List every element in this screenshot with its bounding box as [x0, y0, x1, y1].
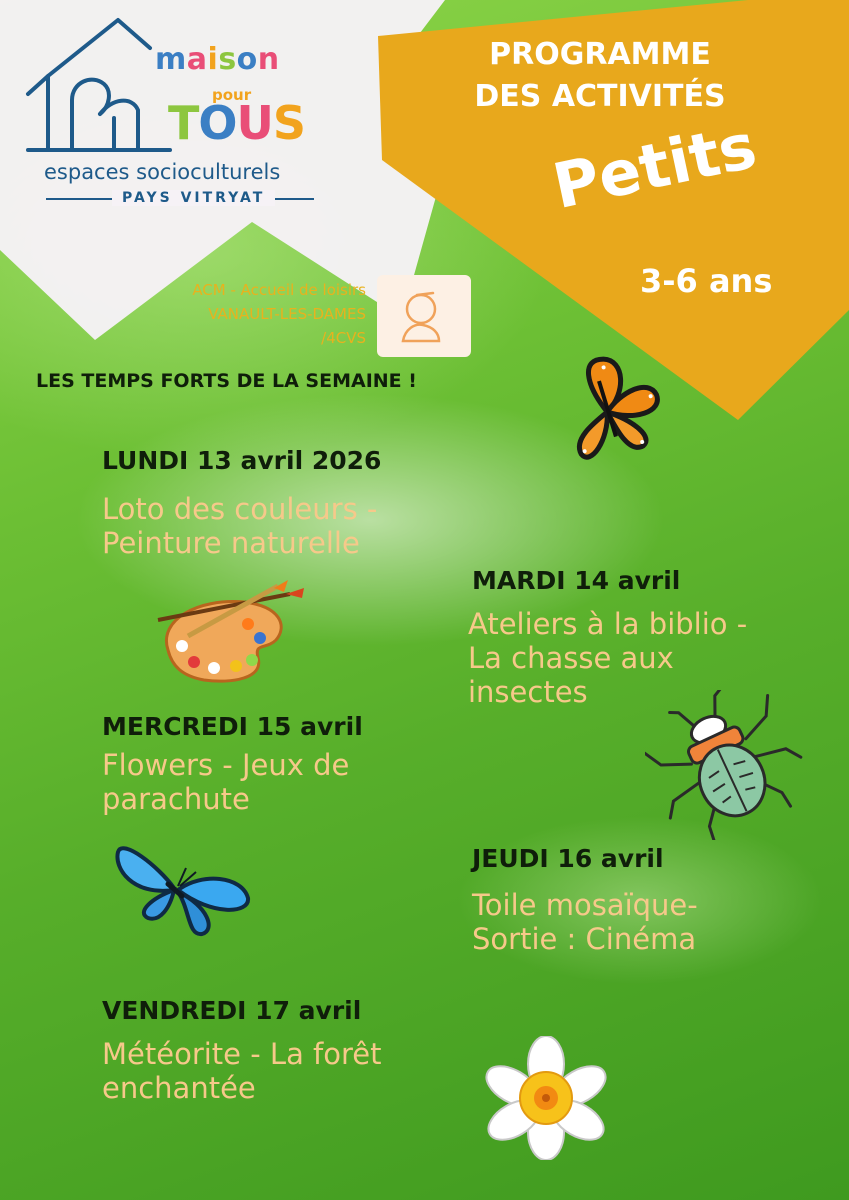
day-wednesday: MERCREDI 15 avril: [102, 712, 363, 741]
programme-line-2: DES ACTIVITÉS: [474, 79, 726, 114]
activity-thursday: [472, 888, 698, 956]
day-friday: VENDREDI 17 avril: [102, 996, 362, 1025]
activity-friday: [102, 1037, 382, 1105]
palette-icon: [148, 580, 304, 690]
programme-line-1: PROGRAMME: [489, 37, 711, 72]
orange-butterfly-icon: [545, 350, 669, 472]
logo-pour: pour: [212, 86, 252, 104]
house-icon: [20, 14, 190, 164]
activity-wednesday-line-2: parachute: [102, 782, 250, 816]
blue-butterfly-icon: [112, 832, 254, 942]
acm-line-2: VANAULT-LES-DAMES: [208, 305, 366, 323]
acm-line-1: ACM - Accueil de loisirs: [192, 281, 366, 299]
person-icon: [377, 275, 471, 357]
logo-maison: maison: [155, 42, 280, 77]
activity-thursday-line-2: Sortie : Cinéma: [472, 922, 697, 956]
activity-monday-line-2: Peinture naturelle: [102, 526, 360, 560]
age-range: 3-6 ans: [640, 262, 773, 300]
day-thursday: JEUDI 16 avril: [472, 844, 664, 873]
logo-subtitle: espaces socioculturels: [44, 160, 281, 184]
daffodil-icon: [484, 1036, 608, 1160]
activity-friday-line-1: Météorite - La forêt: [102, 1037, 382, 1071]
acm-logo: [377, 275, 471, 357]
beetle-icon: [645, 690, 805, 840]
logo-tous: TOUS: [168, 96, 305, 150]
activity-thursday-line-1: Toile mosaïque-: [472, 888, 698, 922]
activity-friday-line-2: enchantée: [102, 1071, 256, 1105]
logo-location: PAYS VITRYAT: [112, 190, 275, 206]
activity-monday-line-1: Loto des couleurs -: [102, 492, 378, 526]
activity-wednesday-line-1: Flowers - Jeux de: [102, 748, 350, 782]
section-title: LES TEMPS FORTS DE LA SEMAINE !: [36, 370, 417, 392]
activity-tuesday-line-3: insectes: [468, 675, 588, 709]
acm-info: [150, 278, 366, 350]
activity-monday: [102, 492, 377, 560]
day-tuesday: MARDI 14 avril: [472, 566, 681, 595]
group-title: Petits: [546, 108, 763, 223]
acm-line-3: /4CVS: [321, 329, 366, 347]
programme-title: [420, 34, 780, 118]
day-monday: LUNDI 13 avril 2026: [102, 446, 382, 475]
activity-wednesday: [102, 748, 349, 816]
activity-tuesday-line-2: La chasse aux: [468, 641, 674, 675]
activity-tuesday-line-1: Ateliers à la biblio -: [468, 607, 748, 641]
